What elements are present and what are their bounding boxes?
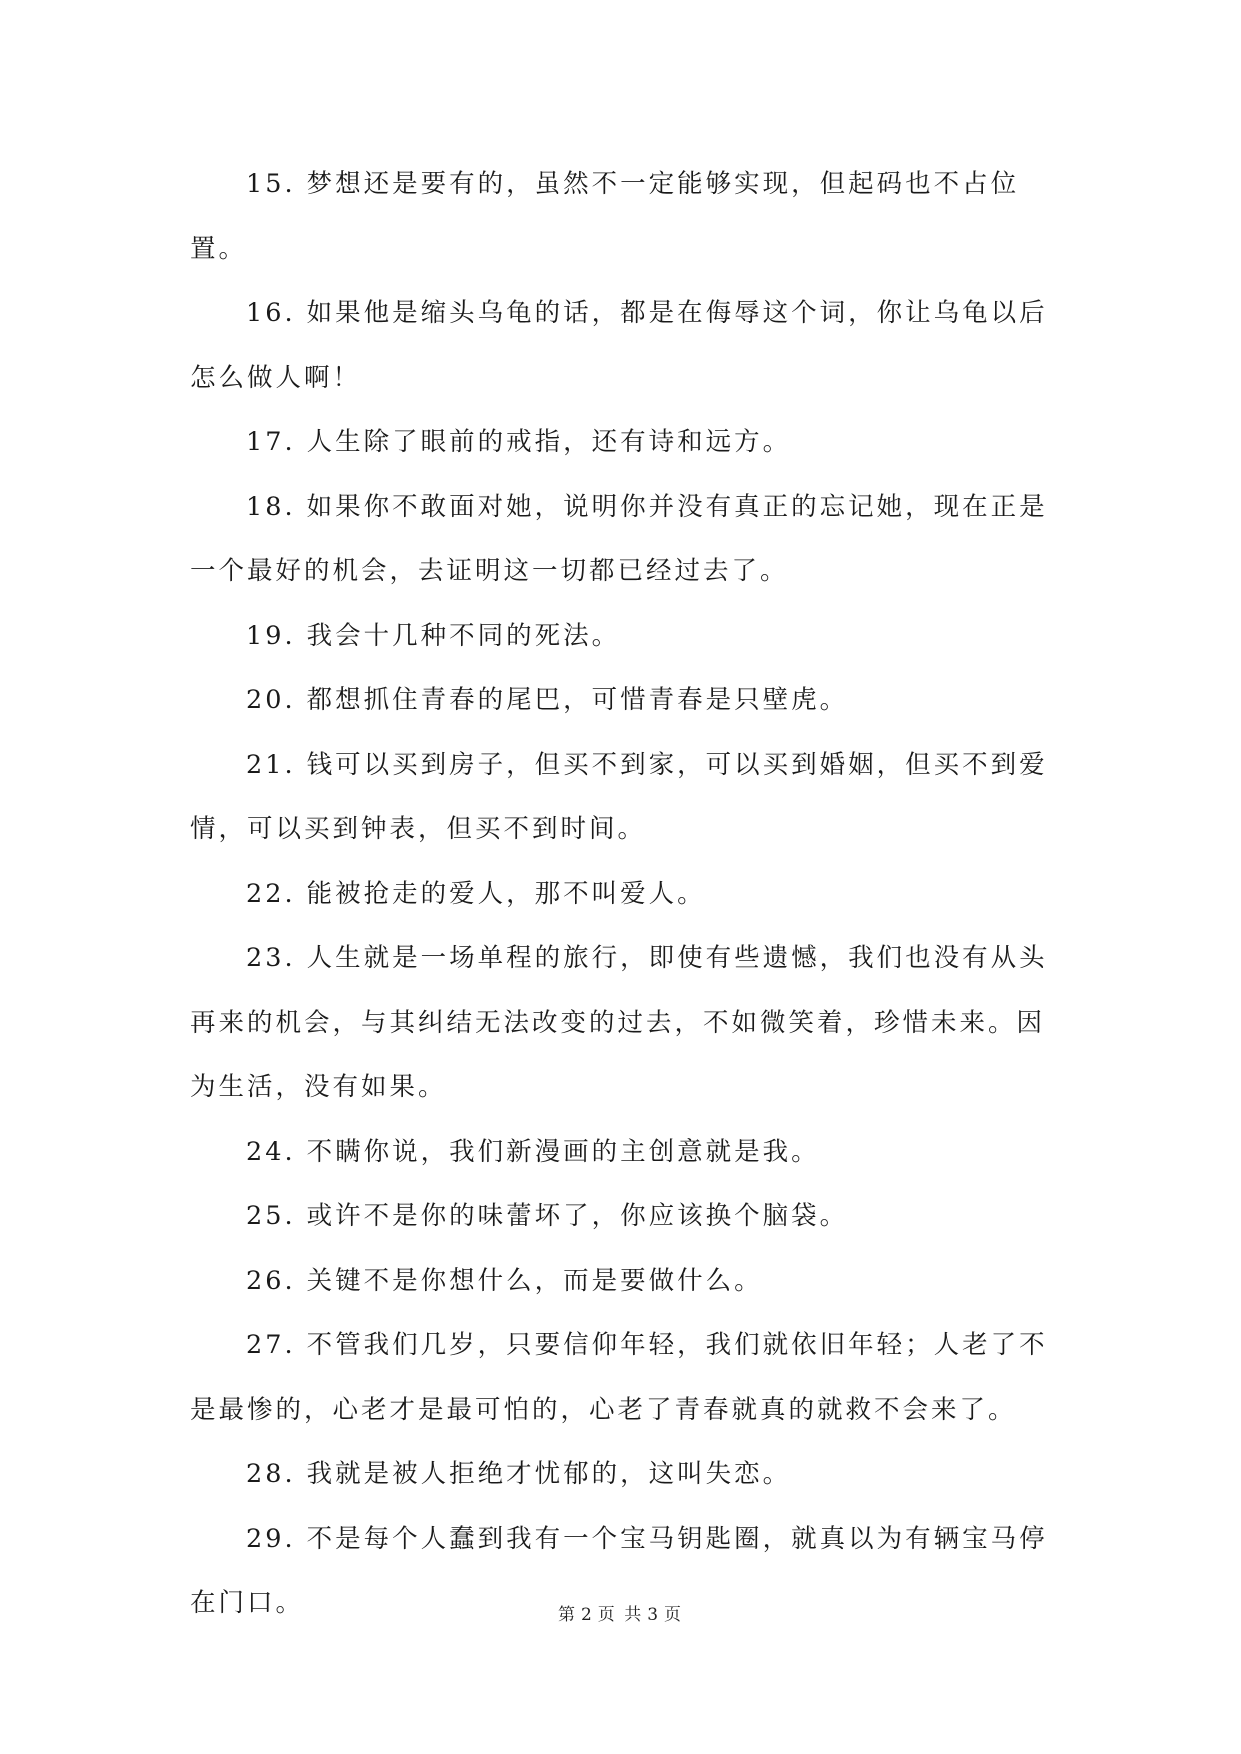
footer-current-page: 2 [580,1605,594,1625]
paragraph-28: 28. 我就是被人拒绝才忧郁的，这叫失恋。 [246,1459,792,1489]
paragraph-23: 23. 人生就是一场单程的旅行，即使有些遗憾，我们也没有从头再来的机会，与其纠结无法改变的过去，不如微笑着，珍惜未来。因为生活，没有如果。 [190,943,1048,1102]
paragraph-17: 17. 人生除了眼前的戒指，还有诗和远方。 [246,427,792,457]
paragraph-26: 26. 关键不是你想什么，而是要做什么。 [246,1265,763,1296]
paragraph-20: 20. 都想抓住青春的尾巴，可惜青春是只壁虎。 [246,685,849,715]
paragraph-16: 16. 如果他是缩头乌龟的话，都是在侮辱这个词，你让乌龟以后怎么做人啊！ [190,298,1048,393]
footer-suffix: 页 [664,1605,684,1625]
paragraph-25: 25. 或许不是你的味蕾坏了，你应该换个脑袋。 [246,1201,849,1231]
footer-total-pages: 3 [647,1605,661,1625]
page-footer [0,1600,1241,1625]
paragraph-19: 19. 我会十几种不同的死法。 [246,620,621,651]
paragraph-24: 24. 不瞒你说，我们新漫画的主创意就是我。 [246,1136,820,1167]
paragraph-29: 29. 不是每个人蠢到我有一个宝马钥匙圈，就真以为有辆宝马停在门口。 [190,1523,1048,1618]
paragraph-18: 18. 如果你不敢面对她，说明你并没有真正的忘记她，现在正是一个最好的机会，去证明这一切都已经过去了。 [190,491,1048,586]
footer-prefix: 第 [557,1605,577,1625]
paragraph-21: 21. 钱可以买到房子，但买不到家，可以买到婚姻，但买不到爱情，可以买到钟表，但买不到时间。 [190,749,1048,844]
paragraph-27: 27. 不管我们几岁，只要信仰年轻，我们就依旧年轻；人老了不是最惨的，心老才是最可怕的，心老了青春就真的就救不会来了。 [190,1330,1048,1425]
document-body [190,152,1060,1636]
paragraph-22: 22. 能被抢走的爱人，那不叫爱人。 [246,878,706,909]
paragraph-15: 15. 梦想还是要有的，虽然不一定能够实现，但起码也不占位置。 [190,169,1020,264]
footer-middle: 页 共 [597,1605,644,1625]
